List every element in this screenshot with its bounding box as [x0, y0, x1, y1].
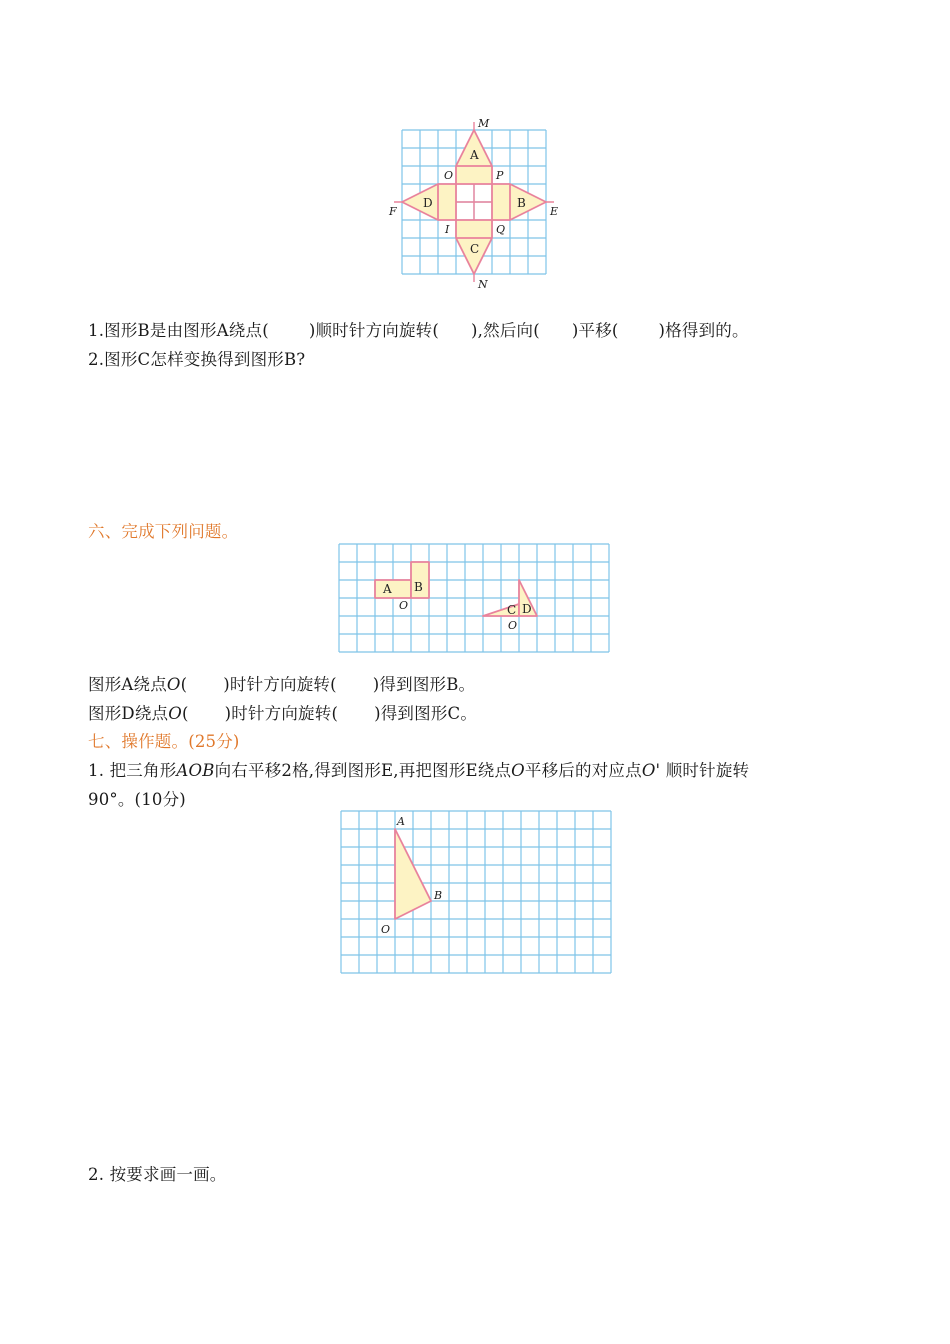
question-5-1: 1.图形B是由图形A绕点( )顺时针方向旋转( ),然后向( )平移( )格得到的。: [88, 321, 749, 340]
question-7-2: 2. 按要求画一画。: [88, 1165, 227, 1184]
shape-label-d: D: [522, 602, 532, 616]
point-label-n: N: [478, 278, 488, 291]
section-7-title: 七、操作题。(25分): [88, 732, 240, 751]
rotation-figure-2: [338, 543, 614, 655]
shape-label-c: C: [507, 603, 517, 617]
point-label-o: O: [444, 169, 454, 182]
point-label-o: O: [399, 599, 409, 612]
point-label-b: B: [434, 889, 443, 902]
point-label-p: P: [496, 169, 504, 182]
point-label-i: I: [445, 223, 450, 236]
question-5-2: 2.图形C怎样变换得到图形B?: [88, 350, 306, 369]
point-label-a: A: [397, 815, 405, 828]
shape-label-a: A: [383, 582, 392, 596]
translation-figure: [338, 809, 614, 977]
shape-label-a: A: [470, 148, 479, 162]
question-6-1: 图形A绕点O( )时针方向旋转( )得到图形B。: [88, 675, 476, 694]
point-label-f: F: [389, 205, 397, 218]
shape-a: [375, 580, 411, 598]
section-6-title: 六、完成下列问题。: [88, 522, 239, 541]
grid-3: [341, 811, 611, 973]
shape-label-b: B: [517, 196, 526, 210]
shape-label-d: D: [423, 196, 433, 210]
rotation-figure-1: [380, 112, 570, 297]
question-6-2: 图形D绕点O( )时针方向旋转( )得到图形C。: [88, 704, 478, 723]
point-label-o: O: [508, 619, 518, 632]
point-label-o: O: [381, 923, 391, 936]
point-label-q: Q: [496, 223, 506, 236]
shape-label-c: C: [470, 242, 480, 256]
question-7-1: 1. 把三角形AOB向右平移2格,得到图形E,再把图形E绕点O平移后的对应点O' 顺时针旋转: [88, 761, 750, 780]
point-label-e: E: [550, 205, 559, 218]
question-7-1-cont: 90°。(10分): [88, 790, 186, 809]
shape-label-b: B: [414, 580, 423, 594]
point-label-m: M: [478, 117, 490, 130]
